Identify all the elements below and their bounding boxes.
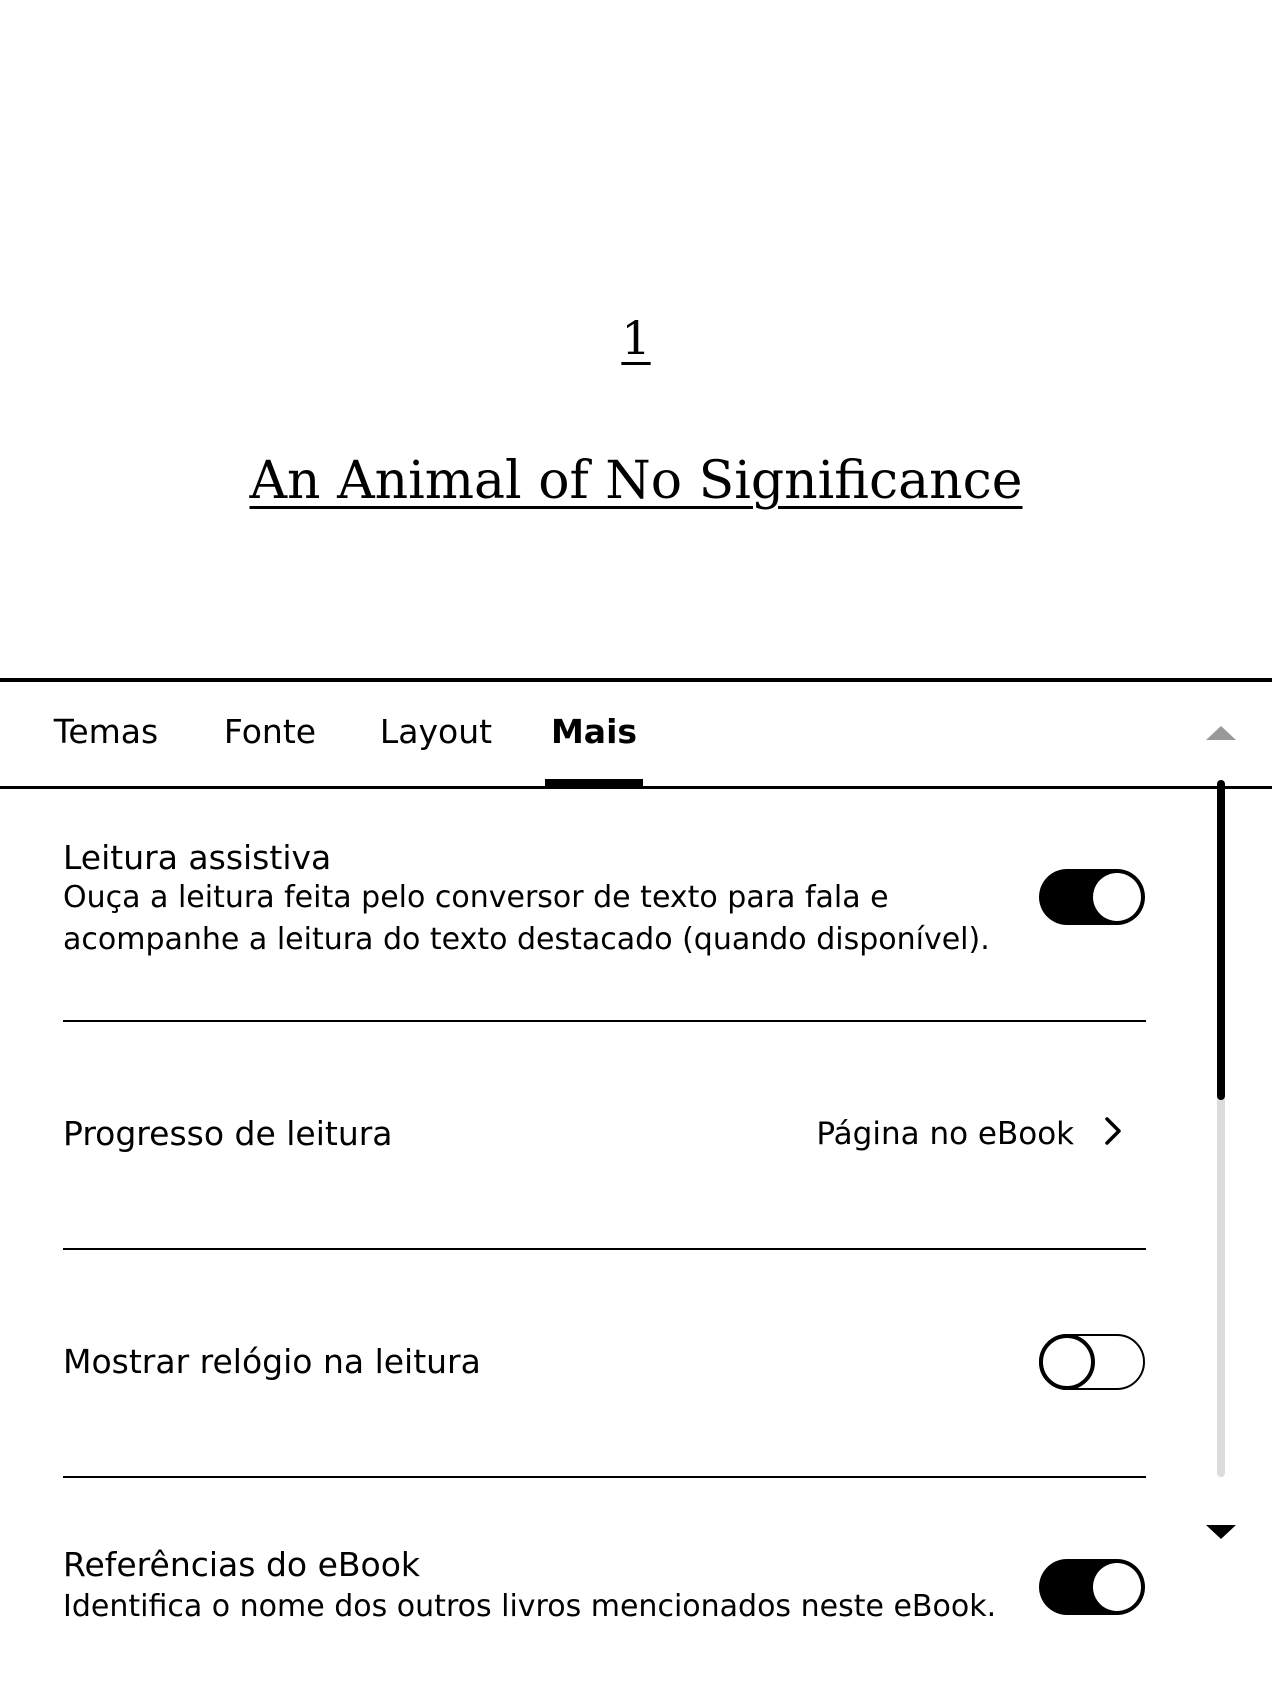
scroll-up-arrow-icon[interactable] bbox=[1206, 726, 1236, 740]
scrollbar-track[interactable] bbox=[1217, 780, 1225, 1477]
chapter-number[interactable]: 1 bbox=[621, 311, 651, 365]
assisted-reading-toggle[interactable] bbox=[1039, 869, 1145, 925]
scrollbar-thumb[interactable] bbox=[1217, 780, 1225, 1100]
toggle-knob bbox=[1039, 1334, 1095, 1390]
tab-label: Layout bbox=[379, 712, 493, 751]
setting-description: Ouça a leitura feita pelo conversor de texto para fala e acompanhe a leitura do texto destacado (quando disponível). bbox=[63, 880, 990, 957]
ebook-references-toggle[interactable] bbox=[1039, 1559, 1145, 1615]
setting-title: Mostrar relógio na leitura bbox=[63, 1342, 481, 1381]
tab-label: Mais bbox=[550, 712, 638, 751]
setting-title: Referências do eBook bbox=[63, 1545, 421, 1584]
divider bbox=[63, 1020, 1146, 1022]
settings-tabs bbox=[0, 682, 1272, 789]
tab-fonte[interactable] bbox=[210, 682, 330, 786]
tab-label: Temas bbox=[53, 712, 159, 751]
chapter-title[interactable]: An Animal of No Significance bbox=[249, 451, 1023, 511]
reading-progress-value: Página no eBook bbox=[816, 1116, 1075, 1152]
active-tab-indicator bbox=[545, 779, 643, 789]
reading-progress-value-link[interactable] bbox=[816, 1109, 1124, 1159]
tab-layout[interactable] bbox=[370, 682, 502, 786]
setting-description: Identifica o nome dos outros livros mencionados neste eBook. bbox=[63, 1589, 997, 1624]
setting-assisted-reading bbox=[63, 837, 1146, 957]
setting-ebook-references bbox=[63, 1544, 1146, 1634]
book-page[interactable] bbox=[0, 0, 1272, 678]
scroll-down-arrow-icon[interactable] bbox=[1206, 1525, 1236, 1539]
setting-title: Leitura assistiva bbox=[63, 838, 332, 877]
tab-label: Fonte bbox=[223, 712, 317, 751]
setting-title: Progresso de leitura bbox=[63, 1114, 393, 1153]
show-clock-toggle[interactable] bbox=[1039, 1334, 1145, 1390]
tab-temas[interactable] bbox=[40, 682, 172, 786]
divider bbox=[63, 1248, 1146, 1250]
reading-settings-panel bbox=[0, 678, 1272, 1700]
tab-mais[interactable] bbox=[545, 682, 643, 786]
settings-list bbox=[0, 789, 1272, 1700]
toggle-knob bbox=[1093, 1563, 1141, 1611]
setting-reading-progress[interactable] bbox=[63, 1109, 1146, 1159]
setting-show-clock bbox=[63, 1334, 1146, 1394]
toggle-knob bbox=[1093, 873, 1141, 921]
chevron-right-icon bbox=[1084, 1111, 1124, 1161]
divider bbox=[63, 1476, 1146, 1478]
